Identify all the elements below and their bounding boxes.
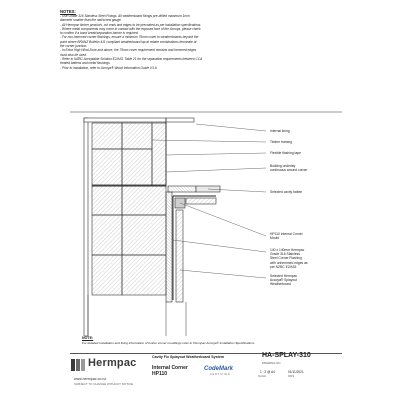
- notes-title: NOTES:: [60, 9, 76, 14]
- scale-label: SCALE: [258, 375, 266, 378]
- cavity-batten: [168, 186, 196, 192]
- weatherboard-vertical: [176, 210, 183, 302]
- date-value: 01/11/2021: [288, 370, 304, 374]
- internal-lining-vertical: [84, 118, 88, 336]
- scale-value: 1 : 2 @ A4: [260, 370, 275, 374]
- label-flexible-flashing: Flexible flashing tape: [270, 151, 301, 155]
- timber-stud: [92, 149, 122, 185]
- note-line: - Prior to installation, refer to Accoya® Wood Information Guide V3.9.: [60, 65, 158, 70]
- codemark-logo: CodeMark: [204, 366, 234, 372]
- timber-stud: [92, 215, 122, 255]
- system-title: Cavity Fix Splayout Weatherboard System: [152, 355, 225, 359]
- timber-stud: [92, 255, 122, 295]
- note-line: must also be used.: [60, 52, 87, 57]
- timber-stud: [92, 185, 122, 215]
- timber-stud: [92, 123, 122, 149]
- website-link[interactable]: www.hermpac.co.nz: [74, 377, 107, 381]
- note-line: - For non-hemmed corner flashings, ensure a minimum 75mm cover to weatherboards beyond the: [60, 35, 199, 40]
- detail-title: Internal Corner HP110: [152, 365, 188, 377]
- cavity-batten-vertical: [166, 192, 172, 302]
- timber-stud: [122, 215, 166, 255]
- note-line: - Where metal components may come in contact with the exposed face of the Accoya, please check: [60, 26, 201, 31]
- timber-stud: [122, 185, 166, 215]
- note-line: treated battens and metal flashings.: [60, 61, 111, 66]
- label-cavity-batten: Selected cavity batten: [270, 190, 303, 194]
- note-line: - In Extra High Wind Zone and above, the 75mm cover requirement remains and hemmed edges: [60, 48, 197, 53]
- timber-framing: [152, 123, 166, 185]
- brand-name: Hermpac: [88, 357, 137, 369]
- timber-stud: [122, 123, 152, 149]
- date-label: DATE: [288, 375, 295, 378]
- note-line: - Refer to NZBC Acceptable Solution E2/AS1 Table 21 for the separation requirements between CCA: [60, 56, 203, 61]
- subject-note: SUBJECT TO CHANGE WITHOUT NOTICE: [74, 382, 134, 386]
- label-corner-mould: HP110 Internal Corner Mould: [270, 232, 303, 241]
- timber-stud: [122, 255, 166, 295]
- label-timber-framing: Timber framing: [270, 140, 293, 144]
- note-line: to confirm if a bond break/separation barrier is required.: [60, 31, 139, 36]
- footnote-title: NOTE:: [82, 336, 94, 340]
- label-internal-lining: Internal lining: [270, 129, 290, 133]
- label-building-underlay: Building underlay continuous around corner: [270, 164, 308, 173]
- note-line: the corner junction.: [60, 44, 88, 49]
- weatherboard-horizontal: [186, 198, 216, 204]
- footnote-text: For detailed installation and fixing information of timber corner mouldings refer to Hermpac Accoya® Installation Specifications: [82, 341, 255, 345]
- drawing-number-label: DRAWING NO.: [262, 361, 282, 365]
- note-line: - All Hermpac timber products, cut ends and edges to be precoated as per installation specifications.: [60, 22, 202, 27]
- note-line: - Use Grade 316 Stainless Steel Fixings. All weatherboard fixings pre-drilled maximum 1mm: [60, 14, 190, 18]
- label-weatherboard: Selected Hermpac Accoya® Splayout Weatherboard: [270, 274, 298, 287]
- label-steel-flashing: 140 x 140mm Hermpac Grade 316 Stainless Steel Corner Flashing with unhemmed edges as per NZBC E2/AS1: [270, 248, 308, 269]
- note-line: point where BRANZ Bulletin 411 compliant weatherboard lap at rebate combinations terminate at: [60, 39, 197, 44]
- timber-stud: [122, 149, 152, 185]
- internal-lining-horizontal: [84, 118, 194, 122]
- drawing-number: HA-SPLAY-310: [262, 352, 311, 359]
- codemark-certified: CERTIFIED: [210, 373, 231, 376]
- note-line: diameter smaller than the nail/screw gauge.: [60, 18, 122, 23]
